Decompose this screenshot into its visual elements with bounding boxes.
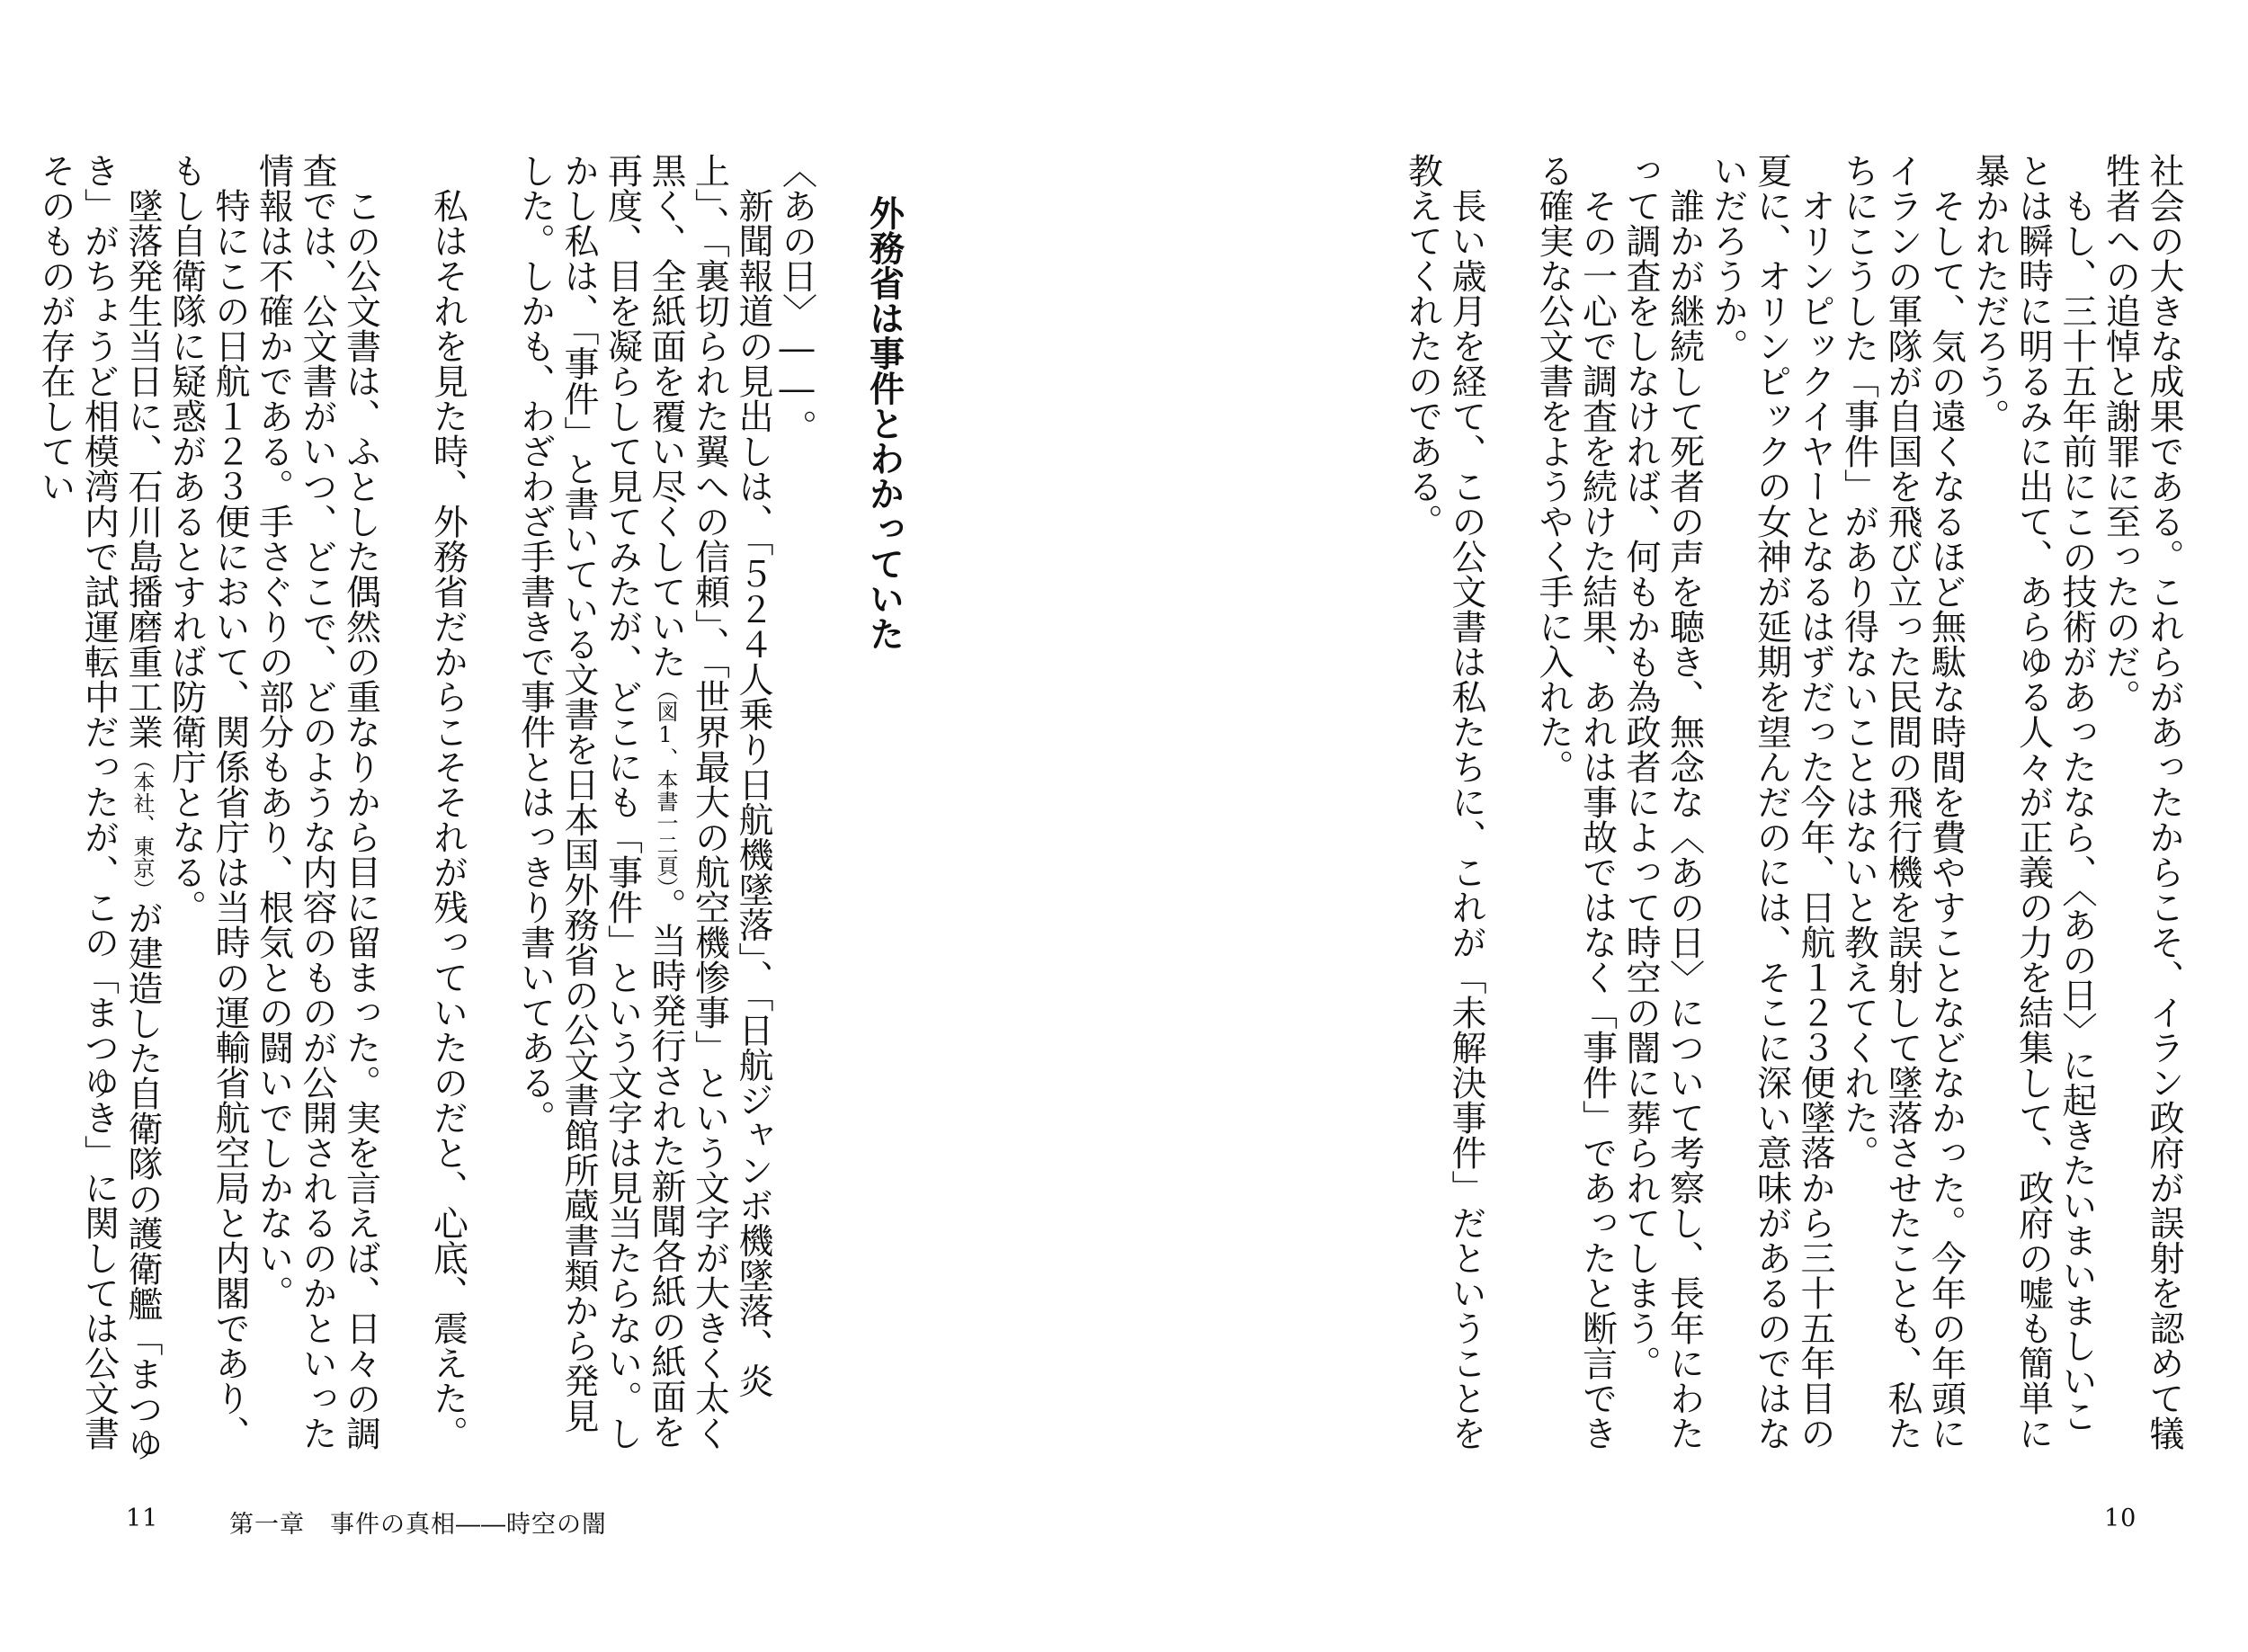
paragraph: 私はそれを見た時、外務省だからこそそれが残っていたのだと、心底、震えた。	[427, 188, 468, 1451]
blank-line	[469, 153, 513, 1466]
paragraph-text: が建造した自衛隊の護衛艦「まつゆき」がちょうど相模湾内で試運転中だったが、この「まつゆき」に関しては公文書そのものが存在してい	[35, 153, 163, 1461]
paragraph: 〈あの日〉――。	[776, 153, 817, 444]
figure-reference-note: （図1、本書一二頁）	[653, 679, 678, 888]
company-note: （本社、東京）	[129, 749, 155, 900]
paragraph: 社会の大きな成果である。これらがあったからこそ、イラン政府が誤射を認めて犠牲者への追悼と謝罪に至ったのだ。	[2100, 153, 2184, 1451]
running-head: 第一章 事件の真相――時空の闇	[229, 1511, 607, 1539]
paragraph-text: 新聞報道の見出しは、「５２４人乗り日航機墜落」、「日航ジャンボ機墜落、炎上」、「裏切られた翼への信頼」、「世界最大の航空機惨事」という文字が大きく太く黒く、全紙面を覆い尽くしていた	[646, 153, 773, 1451]
paragraph-text: 。当時発行された新聞各紙の紙面を再度、目を凝らして見てみたが、どこにも「事件」という文字は見当たらない。しかし私は、「事件」と書いている文書を日本国外務省の公文書館所蔵書類から発見した。しかも、わざわざ手書きで事件とはっきり書いてある。	[514, 153, 686, 1451]
left-page-body	[0, 153, 949, 1466]
section-heading: 外務省は事件とわかっていた	[863, 194, 905, 651]
paragraph	[513, 153, 774, 1466]
paragraph: 特にこの日航１２３便において、関係省庁は当時の運輸省航空局と内閣であり、もし自衛隊に疑惑があるとすれば防衛庁となる。	[165, 153, 250, 1451]
paragraph: オリンピックイヤーとなるはずだった今年、日航１２３便墜落から三十五年目の夏に、オリンピックの女神が延期を望んだのには、そこに深い意味があるのではないだろうか。	[1708, 153, 1835, 1451]
paragraph	[33, 153, 165, 1466]
paragraph: この公文書は、ふとした偶然の重なりから目に留まった。実を言えば、日々の調査では、公文書がいつ、どこで、どのような内容のものが公開されるのかといった情報は不確かである。手さぐりの部分もあり、根気との闘いでしかない。	[253, 153, 381, 1451]
paragraph: 誰かが継続して死者の声を聴き、無念な〈あの日〉について考察し、長年にわたって調査をしなければ、何もかも為政者によって時空の闇に葬られてしまう。	[1620, 153, 1705, 1451]
paragraph: その一心で調査を続けた結果、あれは事故ではなく「事件」であったと断言できる確実な公文書をようやく手に入れた。	[1533, 153, 1618, 1451]
blank-line	[1487, 153, 1531, 1466]
blank-line	[382, 153, 426, 1466]
paragraph-text: 墜落発生当日に、石川島播磨重工業	[122, 188, 163, 749]
paragraph: 長い歳月を経て、この公文書は私たちに、これが「未解決事件」だということを教えてくれたのである。	[1402, 153, 1486, 1451]
right-page-body	[1205, 153, 2185, 1466]
page-number: 11	[126, 1505, 159, 1532]
right-page	[1124, 0, 2248, 1652]
paragraph: そして、気の遠くなるほど無駄な時間を費やすことなどなかった。今年の年頭にイランの軍隊が自国を飛び立った民間の飛行機を誤射して墜落させたことも、私たちにこうした「事件」があり得ないことはないと教えてくれた。	[1838, 153, 1967, 1451]
paragraph: もし、三十五年前にこの技術があったなら、〈あの日〉に起きたいまいましいことは瞬時に明るみに出て、あらゆる人々が正義の力を結集して、政府の嘘も簡単に暴かれただろう。	[1969, 153, 2097, 1451]
page-number: 10	[2104, 1505, 2137, 1532]
